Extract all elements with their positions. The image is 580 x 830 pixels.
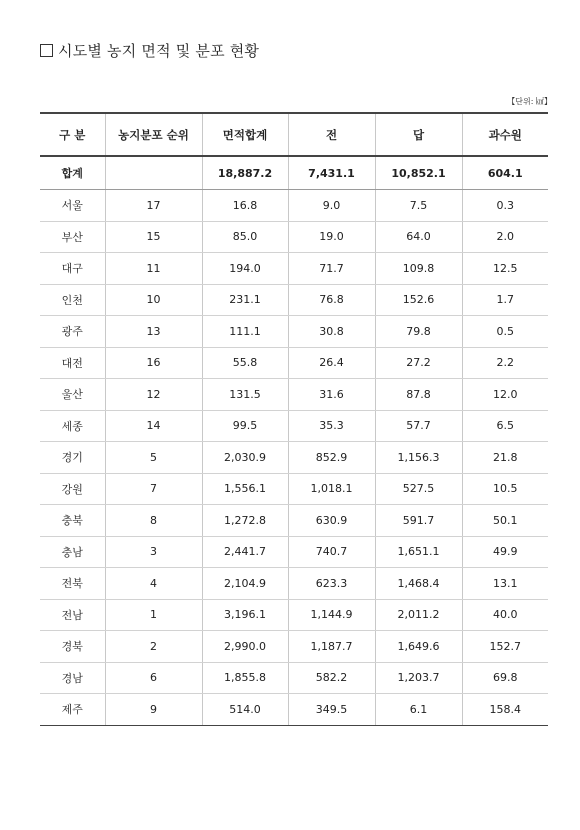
table-cell: 87.8 bbox=[375, 379, 462, 411]
table-row bbox=[40, 284, 548, 316]
table-cell: 623.3 bbox=[288, 568, 375, 600]
table-cell: 1,203.7 bbox=[375, 662, 462, 694]
table-cell: 1,855.8 bbox=[202, 662, 288, 694]
table-cell: 10 bbox=[105, 284, 202, 316]
table-cell: 12 bbox=[105, 379, 202, 411]
table-cell: 2,990.0 bbox=[202, 631, 288, 663]
table-cell: 1,156.3 bbox=[375, 442, 462, 474]
table-cell: 19.0 bbox=[288, 221, 375, 253]
table-cell: 1,649.6 bbox=[375, 631, 462, 663]
table-cell: 21.8 bbox=[462, 442, 548, 474]
table-cell: 3 bbox=[105, 536, 202, 568]
table-row bbox=[40, 631, 548, 663]
table-cell: 충남 bbox=[40, 536, 105, 568]
table-cell: 6.1 bbox=[375, 694, 462, 726]
table-cell: 충북 bbox=[40, 505, 105, 537]
table-cell: 7,431.1 bbox=[288, 156, 375, 190]
table-cell: 1 bbox=[105, 599, 202, 631]
table-row bbox=[40, 536, 548, 568]
table-cell: 1,144.9 bbox=[288, 599, 375, 631]
table-cell: 158.4 bbox=[462, 694, 548, 726]
table-cell: 740.7 bbox=[288, 536, 375, 568]
table-cell: 14 bbox=[105, 410, 202, 442]
table-row bbox=[40, 379, 548, 411]
table-header-row bbox=[40, 113, 548, 156]
table-cell: 세종 bbox=[40, 410, 105, 442]
table-cell: 152.6 bbox=[375, 284, 462, 316]
table-cell: 85.0 bbox=[202, 221, 288, 253]
table-cell: 99.5 bbox=[202, 410, 288, 442]
table-cell: 13 bbox=[105, 316, 202, 348]
table-cell: 대구 bbox=[40, 253, 105, 285]
table-cell: 514.0 bbox=[202, 694, 288, 726]
table-cell: 경남 bbox=[40, 662, 105, 694]
table-cell: 2,104.9 bbox=[202, 568, 288, 600]
table-cell: 1,651.1 bbox=[375, 536, 462, 568]
table-cell: 152.7 bbox=[462, 631, 548, 663]
table-cell: 인천 bbox=[40, 284, 105, 316]
table-row bbox=[40, 599, 548, 631]
table-cell: 10,852.1 bbox=[375, 156, 462, 190]
table-cell: 1,272.8 bbox=[202, 505, 288, 537]
table-cell: 1,018.1 bbox=[288, 473, 375, 505]
table-cell: 2,011.2 bbox=[375, 599, 462, 631]
table-cell: 69.8 bbox=[462, 662, 548, 694]
table-cell: 부산 bbox=[40, 221, 105, 253]
table-cell: 경기 bbox=[40, 442, 105, 474]
table-cell: 2 bbox=[105, 631, 202, 663]
table-cell: 11 bbox=[105, 253, 202, 285]
table-cell: 40.0 bbox=[462, 599, 548, 631]
table-cell: 64.0 bbox=[375, 221, 462, 253]
table-cell: 17 bbox=[105, 190, 202, 222]
table-row bbox=[40, 473, 548, 505]
document-title bbox=[40, 40, 259, 61]
table-cell: 35.3 bbox=[288, 410, 375, 442]
header-total-area: 면적합계 bbox=[202, 113, 288, 156]
table-cell: 79.8 bbox=[375, 316, 462, 348]
table-row bbox=[40, 316, 548, 348]
table-cell: 2.2 bbox=[462, 347, 548, 379]
header-orchard: 과수원 bbox=[462, 113, 548, 156]
table-cell: 3,196.1 bbox=[202, 599, 288, 631]
table-cell: 1.7 bbox=[462, 284, 548, 316]
table-cell: 1,187.7 bbox=[288, 631, 375, 663]
table-cell: 7.5 bbox=[375, 190, 462, 222]
table-cell: 852.9 bbox=[288, 442, 375, 474]
table-cell: 10.5 bbox=[462, 473, 548, 505]
table-cell: 194.0 bbox=[202, 253, 288, 285]
table-cell: 6 bbox=[105, 662, 202, 694]
table-cell: 서울 bbox=[40, 190, 105, 222]
table-row bbox=[40, 190, 548, 222]
table-cell: 2,441.7 bbox=[202, 536, 288, 568]
table-cell: 31.6 bbox=[288, 379, 375, 411]
table-cell: 5 bbox=[105, 442, 202, 474]
document-title-text: 시도별 농지 면적 및 분포 현황 bbox=[58, 42, 260, 60]
table-cell: 27.2 bbox=[375, 347, 462, 379]
table-cell: 630.9 bbox=[288, 505, 375, 537]
table-row bbox=[40, 410, 548, 442]
farmland-table bbox=[40, 112, 548, 726]
table-row bbox=[40, 347, 548, 379]
table-row bbox=[40, 505, 548, 537]
header-rank: 농지분포 순위 bbox=[105, 113, 202, 156]
table-cell: 16.8 bbox=[202, 190, 288, 222]
unit-label: 【단위: ㎢】 bbox=[507, 97, 552, 106]
table-cell: 6.5 bbox=[462, 410, 548, 442]
table-row bbox=[40, 253, 548, 285]
table-cell bbox=[105, 156, 202, 190]
table-cell: 2.0 bbox=[462, 221, 548, 253]
table-cell: 231.1 bbox=[202, 284, 288, 316]
table-cell: 12.5 bbox=[462, 253, 548, 285]
table-cell: 8 bbox=[105, 505, 202, 537]
table-row bbox=[40, 442, 548, 474]
table-cell: 26.4 bbox=[288, 347, 375, 379]
table-cell: 제주 bbox=[40, 694, 105, 726]
table-cell: 9.0 bbox=[288, 190, 375, 222]
table-cell: 1,468.4 bbox=[375, 568, 462, 600]
table-cell: 합계 bbox=[40, 156, 105, 190]
table-cell: 111.1 bbox=[202, 316, 288, 348]
table-cell: 13.1 bbox=[462, 568, 548, 600]
table-cell: 1,556.1 bbox=[202, 473, 288, 505]
table-total-row bbox=[40, 156, 548, 190]
table-cell: 9 bbox=[105, 694, 202, 726]
table-cell: 582.2 bbox=[288, 662, 375, 694]
table-row bbox=[40, 662, 548, 694]
table-cell: 0.3 bbox=[462, 190, 548, 222]
table-cell: 광주 bbox=[40, 316, 105, 348]
table-cell: 55.8 bbox=[202, 347, 288, 379]
table-cell: 7 bbox=[105, 473, 202, 505]
table-cell: 49.9 bbox=[462, 536, 548, 568]
table-row bbox=[40, 568, 548, 600]
table-cell: 527.5 bbox=[375, 473, 462, 505]
table-cell: 0.5 bbox=[462, 316, 548, 348]
table-cell: 16 bbox=[105, 347, 202, 379]
table-cell: 109.8 bbox=[375, 253, 462, 285]
table-cell: 50.1 bbox=[462, 505, 548, 537]
table-cell: 349.5 bbox=[288, 694, 375, 726]
table-row bbox=[40, 221, 548, 253]
table-cell: 강원 bbox=[40, 473, 105, 505]
table-row bbox=[40, 694, 548, 726]
table-cell: 30.8 bbox=[288, 316, 375, 348]
table-cell: 18,887.2 bbox=[202, 156, 288, 190]
table-cell: 전북 bbox=[40, 568, 105, 600]
table-cell: 591.7 bbox=[375, 505, 462, 537]
table-cell: 2,030.9 bbox=[202, 442, 288, 474]
table-cell: 57.7 bbox=[375, 410, 462, 442]
header-field: 전 bbox=[288, 113, 375, 156]
table-cell: 4 bbox=[105, 568, 202, 600]
header-category: 구 분 bbox=[40, 113, 105, 156]
table-cell: 604.1 bbox=[462, 156, 548, 190]
table-cell: 대전 bbox=[40, 347, 105, 379]
checkbox-square-icon bbox=[40, 44, 53, 57]
table-cell: 12.0 bbox=[462, 379, 548, 411]
table-cell: 15 bbox=[105, 221, 202, 253]
table-cell: 76.8 bbox=[288, 284, 375, 316]
table-cell: 131.5 bbox=[202, 379, 288, 411]
header-paddy: 답 bbox=[375, 113, 462, 156]
table-cell: 전남 bbox=[40, 599, 105, 631]
table-cell: 경북 bbox=[40, 631, 105, 663]
table-cell: 울산 bbox=[40, 379, 105, 411]
table-cell: 71.7 bbox=[288, 253, 375, 285]
